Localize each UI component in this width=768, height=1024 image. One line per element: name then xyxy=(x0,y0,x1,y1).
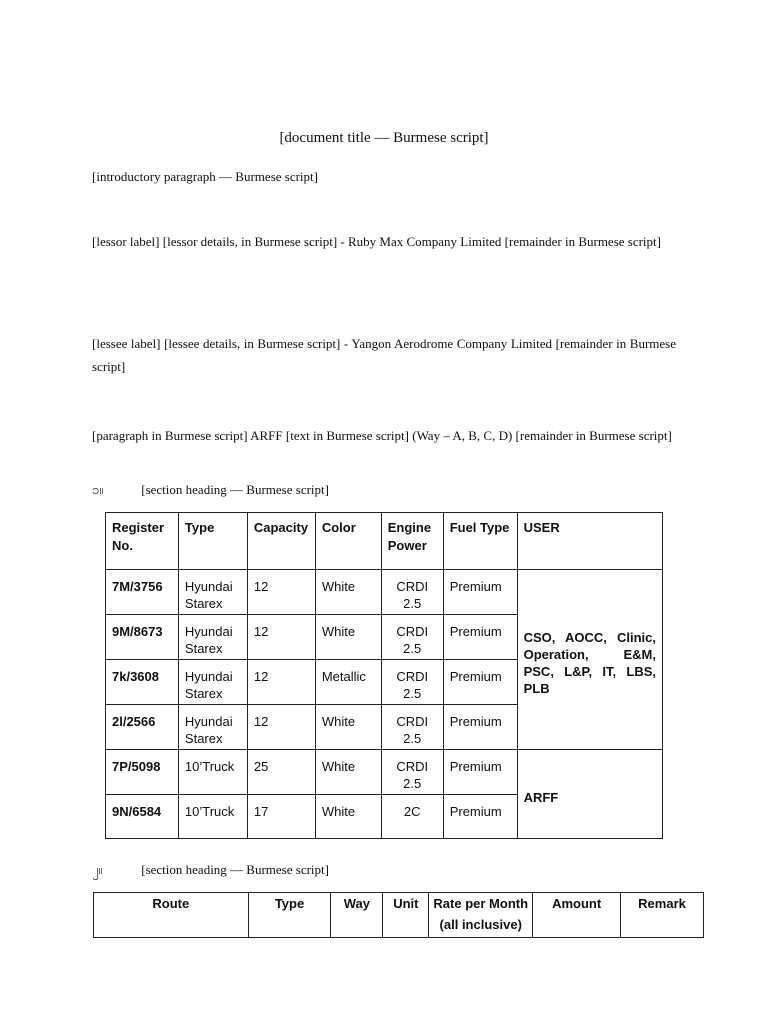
cell-fuel: Premium xyxy=(443,660,517,705)
header-amount: Amount xyxy=(533,893,621,938)
document-title: [document title — Burmese script] xyxy=(279,130,489,146)
cell-register: 7M/3756 xyxy=(106,570,179,615)
cell-fuel: Premium xyxy=(443,795,517,839)
header-type: Type xyxy=(178,513,247,570)
cell-type: Hyundai Starex xyxy=(178,705,247,750)
cell-user-group-1: CSO, AOCC, Clinic, Operation, E&M, PSC, L&P, IT, LBS, PLB xyxy=(517,570,662,750)
cell-fuel: Premium xyxy=(443,750,517,795)
rate-table-header xyxy=(94,893,704,938)
vehicle-table-header xyxy=(106,513,663,570)
cell-color: White xyxy=(315,795,381,839)
cell-register: 7k/3608 xyxy=(106,660,179,705)
lessee-label: [lessee label] xyxy=(92,336,161,351)
cell-color: White xyxy=(315,705,381,750)
vehicle-table xyxy=(105,512,663,839)
section-1-title: [section heading — Burmese script] xyxy=(141,482,329,497)
lessee-paragraph xyxy=(92,332,676,378)
cell-capacity: 17 xyxy=(247,795,315,839)
cell-register: 7P/5098 xyxy=(106,750,179,795)
cell-color: White xyxy=(315,570,381,615)
cell-register: 9N/6584 xyxy=(106,795,179,839)
header-type: Type xyxy=(248,893,331,938)
cell-type: Hyundai Starex xyxy=(178,615,247,660)
rate-table xyxy=(93,892,704,938)
header-unit: Unit xyxy=(383,893,429,938)
section-1-heading xyxy=(92,480,329,500)
cell-capacity: 25 xyxy=(247,750,315,795)
lessor-label: [lessor label] xyxy=(92,234,160,249)
cell-color: White xyxy=(315,750,381,795)
header-rate-per-month: Rate per Month (all inclusive) xyxy=(429,893,533,938)
header-remark: Remark xyxy=(621,893,704,938)
cell-color: White xyxy=(315,615,381,660)
lessor-paragraph xyxy=(92,230,676,253)
table-row xyxy=(106,570,663,615)
cell-color: Metallic xyxy=(315,660,381,705)
header-way: Way xyxy=(331,893,383,938)
intro-paragraph: [introductory paragraph — Burmese script] xyxy=(92,169,318,184)
header-route: Route xyxy=(94,893,249,938)
table-row xyxy=(106,750,663,795)
terms-paragraph: [paragraph in Burmese script] ARFF [text in Burmese script] (Way – A, B, C, D) [remainder in Burmese script] xyxy=(92,428,672,443)
cell-fuel: Premium xyxy=(443,570,517,615)
cell-type: Hyundai Starex xyxy=(178,570,247,615)
header-capacity: Capacity xyxy=(247,513,315,570)
header-fuel-type: Fuel Type xyxy=(443,513,517,570)
cell-engine: CRDI 2.5 xyxy=(381,705,443,750)
cell-engine: 2C xyxy=(381,795,443,839)
cell-engine: CRDI 2.5 xyxy=(381,570,443,615)
cell-user-group-2: ARFF xyxy=(517,750,662,839)
cell-register: 9M/8673 xyxy=(106,615,179,660)
cell-type: 10’Truck xyxy=(178,750,247,795)
cell-engine: CRDI 2.5 xyxy=(381,750,443,795)
lessor-text: [lessor details, in Burmese script] - Ruby Max Company Limited [remainder in Burmese script] xyxy=(162,234,661,249)
cell-fuel: Premium xyxy=(443,615,517,660)
header-user: USER xyxy=(517,513,662,570)
cell-capacity: 12 xyxy=(247,615,315,660)
cell-capacity: 12 xyxy=(247,660,315,705)
cell-engine: CRDI 2.5 xyxy=(381,660,443,705)
cell-type: Hyundai Starex xyxy=(178,660,247,705)
section-2-number: ၂။ xyxy=(92,862,103,877)
cell-capacity: 12 xyxy=(247,570,315,615)
section-2-title: [section heading — Burmese script] xyxy=(141,862,329,877)
header-color: Color xyxy=(315,513,381,570)
section-1-number: ၁။ xyxy=(92,482,104,497)
cell-fuel: Premium xyxy=(443,705,517,750)
lessee-text: [lessee details, in Burmese script] - Yangon Aerodrome Company Limited [remainder in Burmese script] xyxy=(92,336,677,374)
cell-type: 10’Truck xyxy=(178,795,247,839)
header-engine-power: Engine Power xyxy=(381,513,443,570)
cell-engine: CRDI 2.5 xyxy=(381,615,443,660)
header-register-no: Register No. xyxy=(106,513,179,570)
section-2-heading xyxy=(92,860,329,880)
cell-capacity: 12 xyxy=(247,705,315,750)
cell-register: 2l/2566 xyxy=(106,705,179,750)
